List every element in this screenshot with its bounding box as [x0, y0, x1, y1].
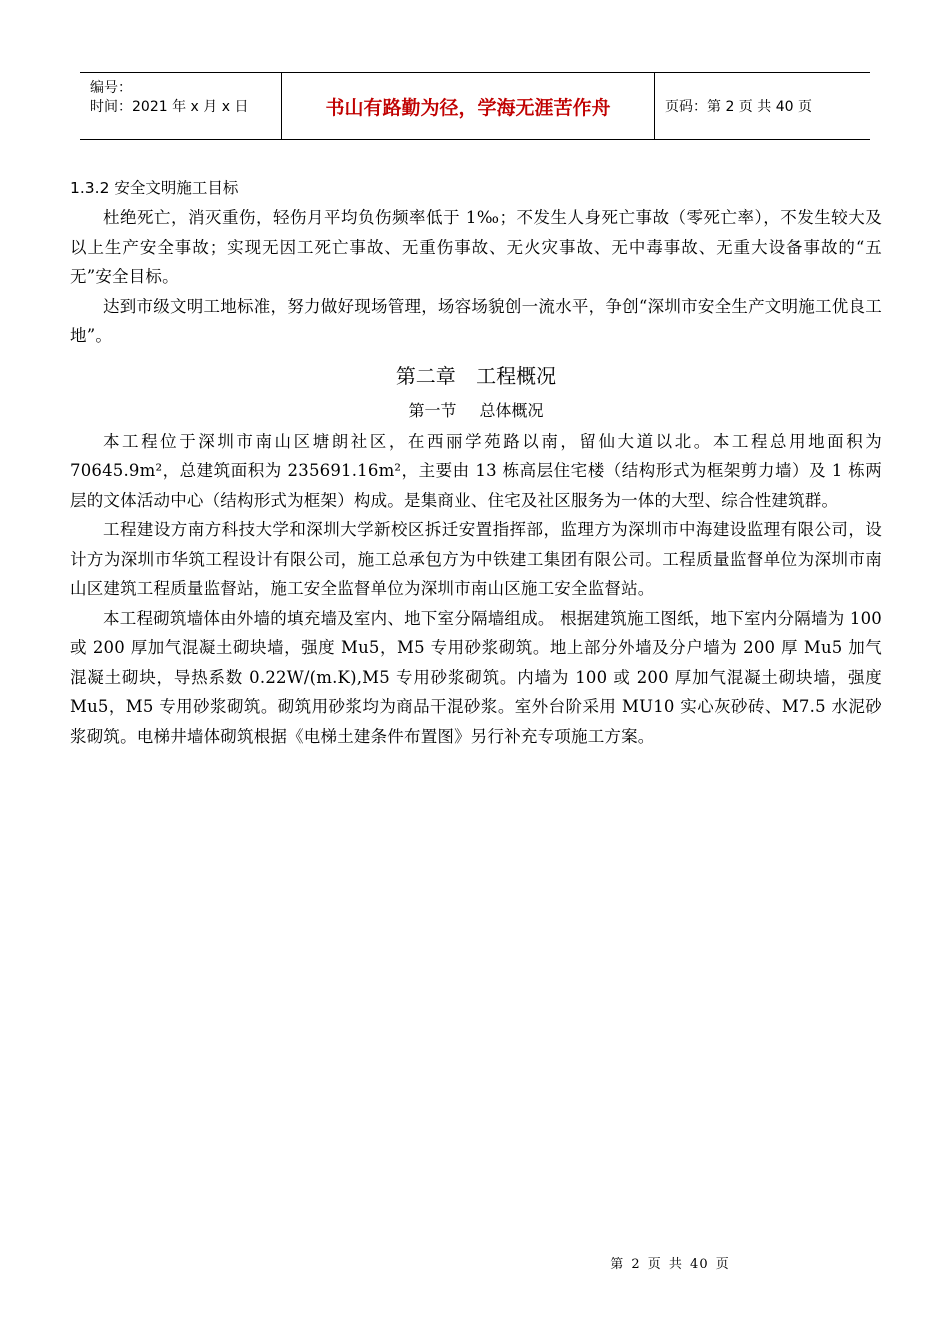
header-meta-cell [80, 73, 282, 139]
document-number-label: 编号： [90, 80, 132, 96]
body-paragraph: 达到市级文明工地标准，努力做好现场管理，场容场貌创一流水平，争创“深圳市安全生产文明施工优良工地”。 [70, 296, 882, 345]
subsection-title: 第一节 总体概况 [408, 400, 544, 420]
header-page-cell [655, 73, 870, 139]
body-paragraph: 杜绝死亡，消灭重伤，轻伤月平均负伤频率低于 1‰；不发生人身死亡事故（零死亡率），不发生较大及以上生产安全事故；实现无因工死亡事故、无重伤事故、无火灾事故、无中毒事故、无重大设备事故的“五无”安全目标。 [70, 208, 882, 286]
header-page-info: 页码：第 2 页 共 40 页 [665, 99, 812, 115]
section-heading: 1.3.2 安全文明施工目标 [70, 179, 239, 197]
document-time-label: 时间：2021 年 x 月 x 日 [90, 99, 249, 115]
body-paragraph: 工程建设方南方科技大学和深圳大学新校区拆迁安置指挥部，监理方为深圳市中海建设监理有限公司，设计方为深圳市华筑工程设计有限公司，施工总承包方为中铁建工集团有限公司。工程质量监督单位为深圳市南山区建筑工程质量监督站，施工安全监督单位为深圳市南山区施工安全监督站。 [70, 520, 882, 598]
body-paragraph: 本工程砌筑墙体由外墙的填充墙及室内、地下室分隔墙组成。 根据建筑施工图纸，地下室内分隔墙为 100 或 200 厚加气混凝土砌块墙，强度 Mu5，M5 专用砂浆砌筑。地上部分外墙及分户墙为 200 厚 Mu5 加气混凝土砌块，导热系数 0.22W/(m.K),M5 专用砂浆砌筑。内墙为 100 或 200 厚加气混凝土砌块墙，强度 Mu5，M5 专用砂浆砌筑。砌筑用砂浆均为商品干混砂浆。室外台阶采用 MU10 实心灰砂砖、M7.5 水泥砂浆砌筑。电梯井墙体砌筑根据《电梯土建条件布置图》另行补充专项施工方案。 [70, 608, 882, 746]
document-body [70, 175, 882, 751]
footer-page-number: 第 2 页 共 40 页 [610, 1257, 730, 1272]
body-paragraph: 本工程位于深圳市南山区塘朗社区，在西丽学苑路以南，留仙大道以北。本工程总用地面积为 70645.9m²，总建筑面积为 235691.16m²，主要由 13 栋高层住宅楼（结构形式为框架剪力墙）及 1 栋两层的文体活动中心（结构形式为框架）构成。是集商业、住宅及社区服务为一体的大型、综合性建筑群。 [70, 431, 882, 510]
chapter-title: 第二章 工程概况 [395, 363, 557, 388]
header-motto: 书山有路勤为径，学海无涯苦作舟 [325, 96, 611, 119]
document-header [80, 72, 870, 140]
page-footer [0, 1253, 950, 1272]
header-motto-cell [282, 73, 655, 139]
